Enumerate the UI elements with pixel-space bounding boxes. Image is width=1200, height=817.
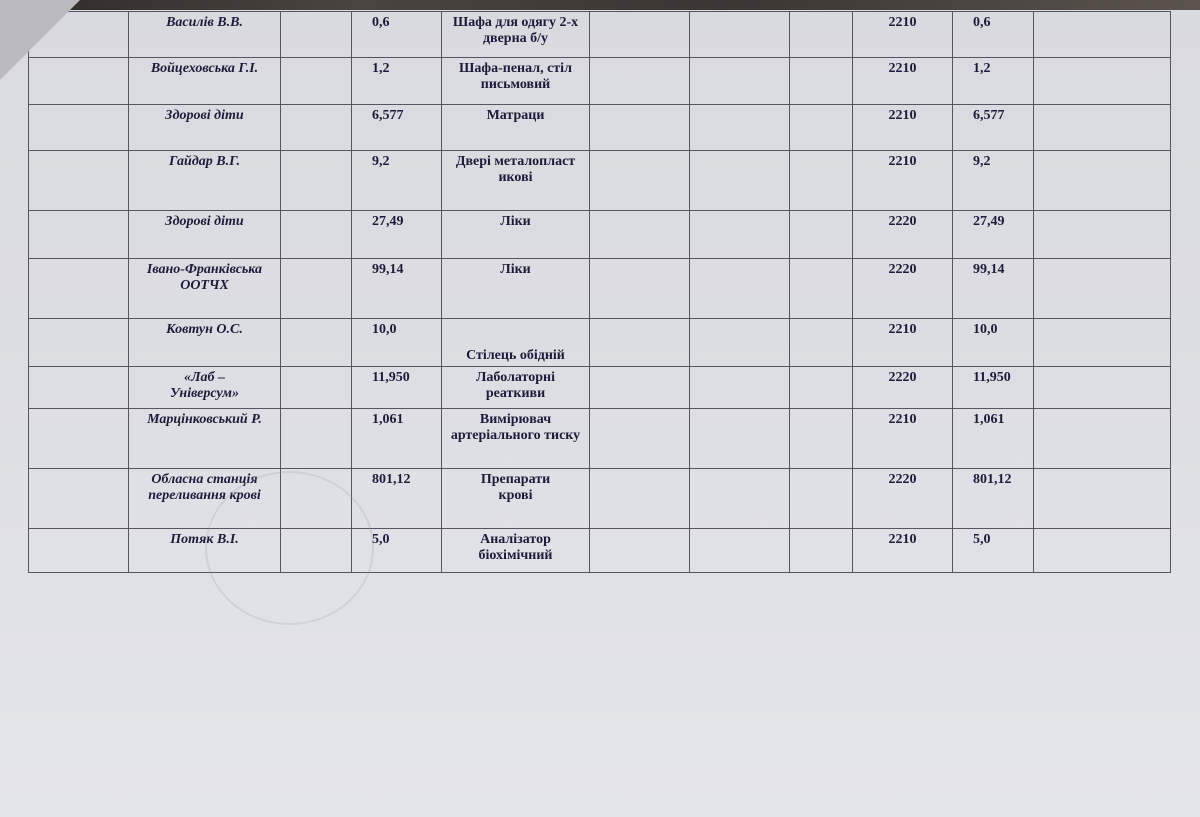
empty-cell bbox=[281, 12, 352, 58]
recipient-cell: Гайдар В.Г. bbox=[129, 151, 281, 211]
sum-cell: 801,12 bbox=[953, 469, 1034, 529]
empty-cell bbox=[590, 469, 690, 529]
empty-cell bbox=[1034, 529, 1171, 573]
amount-cell: 6,577 bbox=[352, 105, 442, 151]
empty-cell bbox=[1034, 469, 1171, 529]
empty-cell bbox=[690, 409, 790, 469]
code-cell: 2220 bbox=[853, 259, 953, 319]
recipient-cell: Василів В.В. bbox=[129, 12, 281, 58]
item-cell: Лаболаторні реаткиви bbox=[442, 367, 590, 409]
row-number-cell bbox=[29, 151, 129, 211]
empty-cell bbox=[590, 58, 690, 105]
empty-cell bbox=[690, 367, 790, 409]
empty-cell bbox=[690, 151, 790, 211]
recipient-cell: Ковтун О.С. bbox=[129, 319, 281, 367]
empty-cell bbox=[690, 105, 790, 151]
row-number-cell bbox=[29, 367, 129, 409]
item-cell: Двері металопластикові bbox=[442, 151, 590, 211]
recipient-cell: Здорові діти bbox=[129, 105, 281, 151]
empty-cell bbox=[790, 367, 853, 409]
code-cell: 2220 bbox=[853, 469, 953, 529]
code-cell: 2210 bbox=[853, 58, 953, 105]
table-row bbox=[29, 105, 1171, 151]
empty-cell bbox=[790, 469, 853, 529]
sum-cell: 11,950 bbox=[953, 367, 1034, 409]
sum-cell: 9,2 bbox=[953, 151, 1034, 211]
empty-cell bbox=[690, 529, 790, 573]
empty-cell bbox=[1034, 367, 1171, 409]
amount-cell: 27,49 bbox=[352, 211, 442, 259]
amount-cell: 0,6 bbox=[352, 12, 442, 58]
recipient-cell: Марцінковський Р. bbox=[129, 409, 281, 469]
table-row bbox=[29, 58, 1171, 105]
empty-cell bbox=[790, 319, 853, 367]
empty-cell bbox=[1034, 12, 1171, 58]
table-row bbox=[29, 12, 1171, 58]
row-number-cell bbox=[29, 105, 129, 151]
table-row bbox=[29, 319, 1171, 367]
empty-cell bbox=[790, 409, 853, 469]
table-row bbox=[29, 469, 1171, 529]
sum-cell: 0,6 bbox=[953, 12, 1034, 58]
row-number-cell bbox=[29, 469, 129, 529]
empty-cell bbox=[690, 12, 790, 58]
code-cell: 2210 bbox=[853, 529, 953, 573]
amount-cell: 5,0 bbox=[352, 529, 442, 573]
sum-cell: 10,0 bbox=[953, 319, 1034, 367]
empty-cell bbox=[790, 58, 853, 105]
sum-cell: 6,577 bbox=[953, 105, 1034, 151]
empty-cell bbox=[690, 211, 790, 259]
item-cell: Ліки bbox=[442, 259, 590, 319]
row-number-cell bbox=[29, 409, 129, 469]
recipient-cell: Обласна станція переливання крові bbox=[129, 469, 281, 529]
code-cell: 2210 bbox=[853, 151, 953, 211]
recipient-cell: Івано-Франківська ООТЧХ bbox=[129, 259, 281, 319]
sum-cell: 99,14 bbox=[953, 259, 1034, 319]
row-number-cell bbox=[29, 529, 129, 573]
empty-cell bbox=[281, 105, 352, 151]
empty-cell bbox=[1034, 58, 1171, 105]
sum-cell: 27,49 bbox=[953, 211, 1034, 259]
table-row bbox=[29, 529, 1171, 573]
empty-cell bbox=[281, 259, 352, 319]
empty-cell bbox=[281, 58, 352, 105]
empty-cell bbox=[790, 259, 853, 319]
table-row bbox=[29, 259, 1171, 319]
sum-cell: 5,0 bbox=[953, 529, 1034, 573]
amount-cell: 1,061 bbox=[352, 409, 442, 469]
code-cell: 2210 bbox=[853, 12, 953, 58]
photo-background-edge bbox=[0, 0, 1200, 10]
sum-cell: 1,061 bbox=[953, 409, 1034, 469]
empty-cell bbox=[790, 12, 853, 58]
empty-cell bbox=[690, 319, 790, 367]
amount-cell: 99,14 bbox=[352, 259, 442, 319]
code-cell: 2210 bbox=[853, 319, 953, 367]
table-row bbox=[29, 211, 1171, 259]
empty-cell bbox=[590, 529, 690, 573]
table-row bbox=[29, 151, 1171, 211]
empty-cell bbox=[281, 211, 352, 259]
code-cell: 2210 bbox=[853, 105, 953, 151]
code-cell: 2210 bbox=[853, 409, 953, 469]
item-cell: Препарати крові bbox=[442, 469, 590, 529]
recipient-cell: Войцеховська Г.І. bbox=[129, 58, 281, 105]
empty-cell bbox=[590, 409, 690, 469]
empty-cell bbox=[590, 151, 690, 211]
amount-cell: 801,12 bbox=[352, 469, 442, 529]
table-row bbox=[29, 409, 1171, 469]
amount-cell: 9,2 bbox=[352, 151, 442, 211]
empty-cell bbox=[1034, 151, 1171, 211]
empty-cell bbox=[590, 105, 690, 151]
code-cell: 2220 bbox=[853, 211, 953, 259]
item-cell: Шафа для одягу 2-х дверна б/у bbox=[442, 12, 590, 58]
row-number-cell bbox=[29, 319, 129, 367]
recipient-cell: Потяк В.І. bbox=[129, 529, 281, 573]
empty-cell bbox=[790, 211, 853, 259]
empty-cell bbox=[1034, 409, 1171, 469]
empty-cell bbox=[590, 12, 690, 58]
empty-cell bbox=[590, 259, 690, 319]
amount-cell: 11,950 bbox=[352, 367, 442, 409]
item-cell: Стілець обідній bbox=[442, 319, 590, 367]
empty-cell bbox=[281, 367, 352, 409]
empty-cell bbox=[281, 319, 352, 367]
document-sheet bbox=[0, 6, 1200, 817]
empty-cell bbox=[590, 367, 690, 409]
item-cell: Ліки bbox=[442, 211, 590, 259]
item-cell: Аналізатор біохімічний bbox=[442, 529, 590, 573]
item-cell: Шафа-пенал, стіл письмовий bbox=[442, 58, 590, 105]
empty-cell bbox=[1034, 211, 1171, 259]
table-row bbox=[29, 367, 1171, 409]
recipient-cell: Здорові діти bbox=[129, 211, 281, 259]
empty-cell bbox=[590, 211, 690, 259]
code-cell: 2220 bbox=[853, 367, 953, 409]
empty-cell bbox=[790, 105, 853, 151]
empty-cell bbox=[590, 319, 690, 367]
empty-cell bbox=[281, 409, 352, 469]
row-number-cell bbox=[29, 211, 129, 259]
sum-cell: 1,2 bbox=[953, 58, 1034, 105]
item-cell: Вимірювач артеріального тиску bbox=[442, 409, 590, 469]
empty-cell bbox=[790, 151, 853, 211]
amount-cell: 1,2 bbox=[352, 58, 442, 105]
empty-cell bbox=[1034, 105, 1171, 151]
faded-stamp-mark bbox=[205, 471, 374, 625]
item-cell: Матраци bbox=[442, 105, 590, 151]
ledger-table bbox=[28, 11, 1171, 573]
empty-cell bbox=[690, 469, 790, 529]
recipient-cell: «Лаб – Універсум» bbox=[129, 367, 281, 409]
empty-cell bbox=[1034, 319, 1171, 367]
empty-cell bbox=[281, 151, 352, 211]
row-number-cell bbox=[29, 259, 129, 319]
empty-cell bbox=[690, 58, 790, 105]
empty-cell bbox=[690, 259, 790, 319]
page-fold-corner bbox=[0, 0, 80, 80]
empty-cell bbox=[1034, 259, 1171, 319]
amount-cell: 10,0 bbox=[352, 319, 442, 367]
empty-cell bbox=[790, 529, 853, 573]
